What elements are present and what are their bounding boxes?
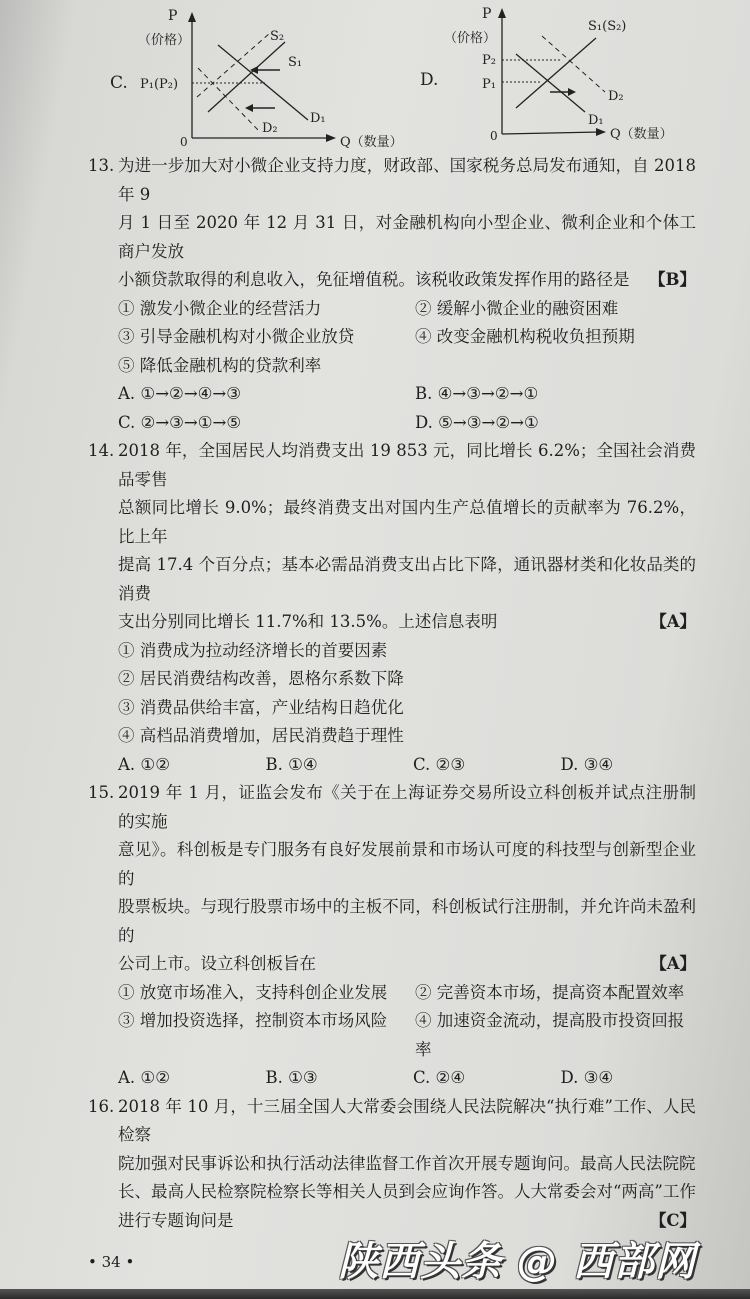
graph-c-p-unit: （价格） xyxy=(138,33,191,48)
q15-answer: 【A】 xyxy=(650,954,696,973)
graph-c-s1: S₁ xyxy=(288,55,303,70)
graph-c-d1: D₁ xyxy=(310,111,326,126)
graph-c-origin: 0 xyxy=(180,135,188,149)
q14-item: ④ 高档品消费增加，居民消费趋于理性 xyxy=(118,726,404,745)
graph-c-p-axis: P xyxy=(168,8,178,24)
question-16 xyxy=(88,1093,696,1236)
q14-option-a: A. ①② xyxy=(118,754,170,774)
q13-item: ③ 引导金融机构对小微企业放贷 xyxy=(118,327,355,346)
q14-line: 支出分别同比增长 11.7%和 13.5%。上述信息表明 xyxy=(118,612,498,631)
q15-line: 公司上市。设立科创板旨在 xyxy=(118,954,316,973)
q13-line: 小额贷款取得的利息收入，免征增值税。该税收政策发挥作用的路径是 xyxy=(118,270,630,289)
graph-d-p2: P₂ xyxy=(482,53,496,68)
q15-item: ② 完善资本市场，提高资本配置效率 xyxy=(415,982,685,1002)
q16-answer: 【C】 xyxy=(649,1210,696,1230)
graph-d-p-unit: （价格） xyxy=(444,31,497,46)
graph-c-s2: S₂ xyxy=(270,29,285,44)
q15-item: ① 放宽市场准入，支持科创企业发展 xyxy=(118,982,388,1002)
q16-line: 院加强对民事诉讼和执行活动法律监督工作首次开展专题询问。最高人民法院院 xyxy=(118,1153,696,1173)
q13-item: ① 激发小微企业的经营活力 xyxy=(118,298,322,318)
q13-option-d: D. ⑤→③→②→① xyxy=(415,412,539,432)
graph-d-origin: 0 xyxy=(490,129,498,143)
q15-option-a: A. ①② xyxy=(118,1068,170,1087)
q13-option-a: A. ①→②→④→③ xyxy=(118,384,242,403)
q14-answer: 【A】 xyxy=(650,612,696,631)
q16-line: 2018 年 10 月，十三届全国人大常委会围绕人民法院解决“执行难”工作、人民检察 xyxy=(118,1096,696,1144)
page-number: • 34 • xyxy=(88,1252,135,1271)
q16-line: 长、最高人民检察院检察长等相关人员到会应询作答。人大常委会对“两高”工作 xyxy=(118,1182,696,1201)
graph-d-label: D. xyxy=(420,70,439,90)
q15-line: 股票板块。与现行股票市场中的主板不同，科创板试行注册制，并允许尚未盈利的 xyxy=(118,897,696,945)
q14-option-b: B. ①④ xyxy=(265,754,318,774)
q13-line: 为进一步加大对小微企业支持力度，财政部、国家税务总局发布通知，自 2018 年 9 xyxy=(118,156,696,204)
q14-line: 2018 年，全国居民人均消费支出 19 853 元，同比增长 6.2%；全国社会消费品零售 xyxy=(118,441,696,489)
q14-option-d: D. ③④ xyxy=(560,754,614,774)
q14-item: ② 居民消费结构改善，恩格尔系数下降 xyxy=(118,669,404,688)
q13-item: ④ 改变金融机构税收负担预期 xyxy=(415,327,635,346)
page-edge-shadow xyxy=(0,1289,750,1299)
q15-item: ③ 增加投资选择，控制资本市场风险 xyxy=(118,1011,388,1030)
graph-d-d2: D₂ xyxy=(608,89,624,104)
graph-d-d1: D₁ xyxy=(588,113,604,128)
q15-option-d: D. ③④ xyxy=(560,1068,614,1087)
q15-line: 意见》。科创板是专门服务有良好发展前景和市场认可度的科技型与创新型企业的 xyxy=(118,840,696,888)
graph-c-label: C. xyxy=(110,73,128,93)
q14-option-c: C. ②③ xyxy=(413,754,466,774)
q15-option-c: C. ②④ xyxy=(413,1068,466,1087)
q15-line: 2019 年 1 月，证监会发布《关于在上海证券交易所设立科创板并试点注册制的实施 xyxy=(118,783,696,831)
q13-line: 月 1 日至 2020 年 12 月 31 日，对金融机构向小型企业、微利企业和个体工商户发放 xyxy=(118,213,696,261)
graph-c-price: P₁(P₂) xyxy=(140,77,179,92)
q14-number: 14. xyxy=(88,441,115,460)
graph-d-s: S₁(S₂) xyxy=(588,19,627,34)
q14-line: 总额同比增长 9.0%；最终消费支出对国内生产总值增长的贡献率为 76.2%，比上年 xyxy=(118,498,696,546)
q16-number: 16. xyxy=(88,1096,115,1116)
q13-item: ② 缓解小微企业的融资困难 xyxy=(415,298,619,318)
graph-d-q-axis: Q（数量） xyxy=(610,127,673,142)
watermark: 陕西头条 @ 西部网 xyxy=(338,1239,696,1285)
q15-option-b: B. ①③ xyxy=(265,1068,318,1087)
q13-option-b: B. ④→③→②→① xyxy=(415,384,539,403)
q16-line: 进行专题询问是 xyxy=(118,1210,234,1230)
q13-option-c: C. ②→③→①→⑤ xyxy=(118,412,242,432)
q13-number: 13. xyxy=(88,156,115,175)
q13-item: ⑤ 降低金融机构的贷款利率 xyxy=(118,355,322,375)
q15-number: 15. xyxy=(88,783,115,802)
page-footer xyxy=(88,1239,696,1285)
q14-item: ① 消费成为拉动经济增长的首要因素 xyxy=(118,640,388,660)
q14-item: ③ 消费品供给丰富，产业结构日趋优化 xyxy=(118,697,404,717)
question-14 xyxy=(88,437,696,779)
graph-c-q-axis: Q（数量） xyxy=(340,135,403,150)
q14-line: 提高 17.4 个百分点；基本必需品消费支出占比下降，通讯器材类和化妆品类的消费 xyxy=(118,555,696,603)
graph-c-d2: D₂ xyxy=(262,121,278,136)
question-15 xyxy=(88,779,696,1093)
question-13 xyxy=(88,152,696,437)
graph-d-p1: P₁ xyxy=(482,77,496,92)
q15-item: ④ 加速资金流动，提高股市投资回报率 xyxy=(415,1011,685,1059)
graph-d-p-axis: P xyxy=(482,6,492,22)
q13-answer: 【B】 xyxy=(649,270,696,289)
